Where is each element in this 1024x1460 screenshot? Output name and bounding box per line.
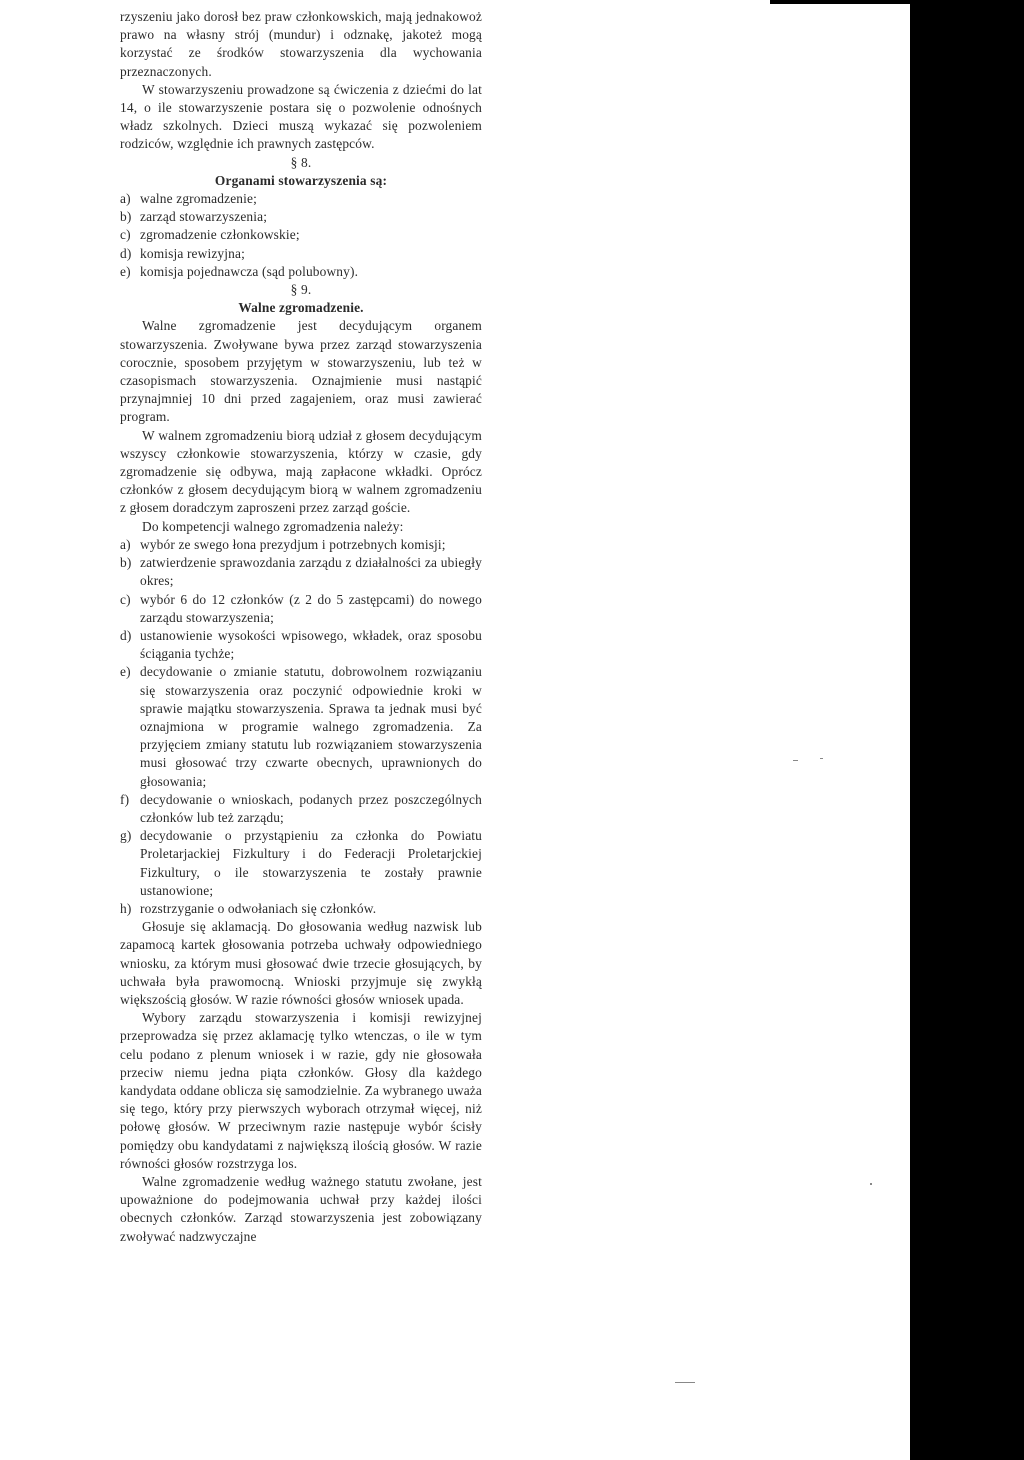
scan-speck [820,758,823,759]
list-text: rozstrzyganie o odwołaniach się członków. [140,900,377,916]
list-text: komisja pojednawcza (sąd polubowny). [140,263,359,279]
list-key: f) [120,791,130,807]
children-paragraph: W stowarzyszeniu prowadzone są ćwiczenia z dziećmi do lat 14, o ile stowarzyszenie postara się o pozwolenie odnośnych władz szkolnych. Dzieci muszą wykazać się pozwoleniem rodziców, względnie ich prawnych zastępców. [120,81,482,152]
list-item [120,900,482,918]
competence-list [120,536,482,918]
list-text: wybór 6 do 12 członków (z 2 do 5 zastępcami) do nowego zarządu stowarzyszenia; [140,591,482,625]
list-item [120,245,482,263]
scan-speck [793,760,798,761]
list-key: b) [120,209,132,225]
scan-border [910,0,1024,1460]
scan-speck [675,1382,695,1383]
section-9-number: § 9. [290,282,312,298]
list-key: d) [120,245,132,261]
list-item [120,554,482,590]
list-text: decydowanie o zmianie statutu, dobrowolnem rozwiązaniu się stowarzyszenia oraz poczynić odpowiednie kroki w sprawie majątku stowarzyszenia. Sprawa ta jednak musi być oznajmiona w programie walnego zgromadzenia. Za przyjęciem zmiany statutu lub rozwiązaniem stowarzyszenia musi głosować trzy czwarte obecnych, uprawnionych do głosowania; [140,664,482,789]
opening-paragraph: rzyszeniu jako dorosł bez praw członkowskich, mają jednakowoż prawo na własny strój (mundur) i odznakę, jakoteż mogą korzystać ze środków stowarzyszenia dla wychowania przeznaczonych. [120,9,482,79]
list-text: komisja rewizyjna; [140,245,245,261]
section-9-paragraph-5: Wybory zarządu stowarzyszenia i komisji rewizyjnej przeprowadza się przez aklamację tylko wtenczas, o ile w tym celu podano z plenum wniosek i w razie, gdy nie głosowała przeciw niemu jedna piąta członków. Głosy dla każdego kandydata oddane oblicza się samodzielnie. Za wybranego uważa się tego, który przy pierwszych wyborach otrzymał więcej, niż połowę głosów. W przeciwnym razie następuje wybór ścisły pomiędzy obu kandydatami z największą ilością głosów. W razie równości głosów rozstrzyga los. [120,1010,482,1171]
list-text: decydowanie o przystąpieniu za członka do Powiatu Proletarjackiej Fizkultury i do Federacji Proletarjckiej Fizkultury, o ile stowarzyszenia te zostały prawnie ustanowione; [140,828,482,898]
list-text: walne zgromadzenie; [140,191,257,207]
list-item [120,627,482,663]
list-item [120,536,482,554]
list-item [120,791,482,827]
scan-speck [870,1183,872,1185]
list-key: c) [120,591,131,607]
list-key: e) [120,263,131,279]
list-key: c) [120,227,131,243]
list-item [120,263,482,281]
list-item [120,591,482,627]
list-key: a) [120,536,131,552]
section-8-heading: Organami stowarzyszenia są: [214,172,388,188]
section-9-paragraph-6: Walne zgromadzenie według ważnego statutu zwołane, jest upoważnione do podejmowania uchwał przy każdej ilości obecnych członków. Zarząd stowarzyszenia jest zobowiązany zwoływać nadzwyczajne [120,1174,482,1244]
list-text: decydowanie o wnioskach, podanych przez poszczególnych członków lub też zarządu; [140,791,482,825]
list-item [120,827,482,900]
list-key: b) [120,555,132,571]
section-9-heading: Walne zgromadzenie. [238,300,364,316]
list-text: zatwierdzenie sprawozdania zarządu z działalności za ubiegły okres; [140,555,482,589]
list-key: d) [120,627,132,643]
list-key: h) [120,900,132,916]
section-8-list [120,190,482,281]
scan-top-edge [770,0,1024,4]
section-9-paragraph-3: Do kompetencji walnego zgromadzenia należy: [142,518,404,534]
list-key: a) [120,191,131,207]
list-key: g) [120,828,132,844]
list-text: ustanowienie wysokości wpisowego, wkładek, oraz sposobu ściągania tychże; [140,627,482,662]
section-9-paragraph-2: W walnem zgromadzeniu biorą udział z głosem decydującym wszyscy członkowie stowarzyszenia, którzy w czasie, gdy zgromadzenie się odbywa, mają zapłacone wkładki. Oprócz członków z głosem decydującym biorą w walnem zgromadzeniu z głosem doradczym zaproszeni przez zarząd goście. [120,427,482,516]
list-item [120,190,482,208]
list-key: e) [120,664,131,680]
list-text: zarząd stowarzyszenia; [140,209,268,225]
section-8-number: § 8. [290,154,312,170]
list-text: zgromadzenie członkowskie; [140,227,300,243]
section-9-paragraph-4: Głosuje się aklamacją. Do głosowania według nazwisk lub zapamocą kartek głosowania potrzeba uchwały odpowiedniego wniosku, za którym musi głosować dwie trzecie głosujących, by uchwała była prawomocną. Wnioski przyjmuje się zwykłą większością głosów. W razie równości głosów wniosek upada. [120,919,482,1007]
list-item [120,208,482,226]
list-item [120,226,482,244]
list-item [120,663,482,790]
section-9-paragraph-1: Walne zgromadzenie jest decydującym organem stowarzyszenia. Zwoływane bywa przez zarząd stowarzyszenia corocznie, sposobem przyjętym w stowarzyszeniu, lub też w czasopismach stowarzyszenia. Oznajmienie musi nastąpić przynajmniej 10 dni przed zagajeniem, oraz musi zawierać program. [120,318,482,425]
list-text: wybór ze swego łona prezydjum i potrzebnych komisji; [140,536,446,552]
text-column [120,8,482,1246]
